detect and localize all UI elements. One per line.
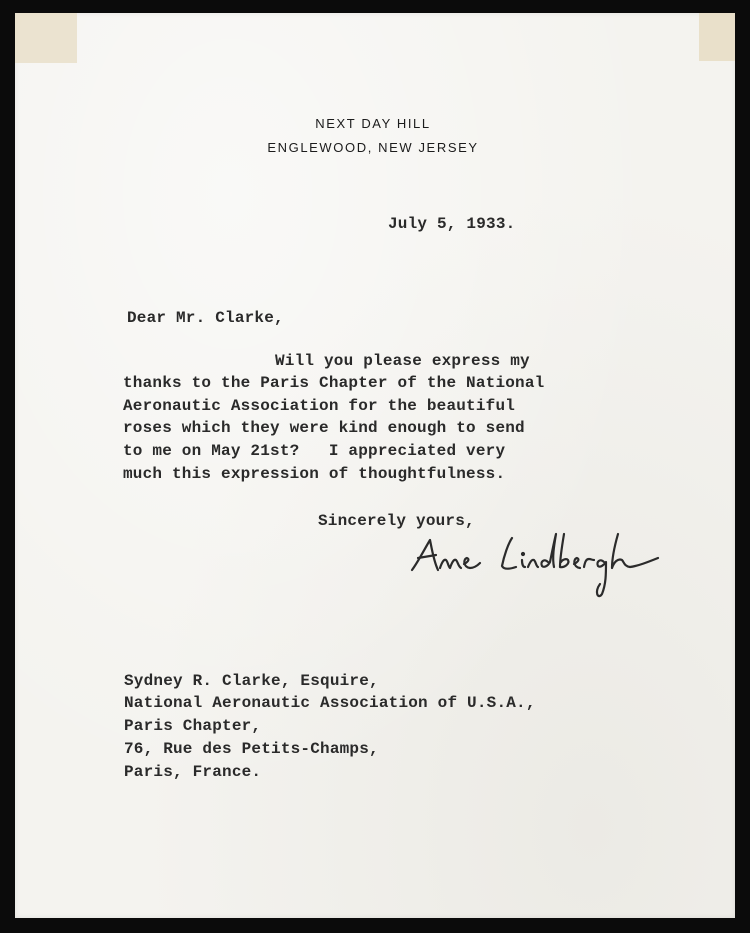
recipient-organization: National Aeronautic Association of U.S.A., <box>124 694 536 712</box>
body-line-6: much this expression of thoughtfulness. <box>123 465 506 483</box>
body-line-4: roses which they were kind enough to send <box>123 419 525 437</box>
body-line-1: Will you please express my <box>275 352 530 370</box>
tape-right <box>699 13 735 61</box>
signature-image <box>408 522 668 604</box>
letterhead-name: NEXT DAY HILL <box>315 116 431 131</box>
tape-left <box>15 13 77 63</box>
body-line-3: Aeronautic Association for the beautiful <box>123 397 516 415</box>
letter-date: July 5, 1933. <box>388 215 516 233</box>
recipient-chapter: Paris Chapter, <box>124 717 262 735</box>
body-line-5: to me on May 21st? I appreciated very <box>123 442 506 460</box>
recipient-city: Paris, France. <box>124 763 262 781</box>
recipient-street: 76, Rue des Petits-Champs, <box>124 740 379 758</box>
letterhead-address: ENGLEWOOD, NEW JERSEY <box>267 140 479 155</box>
closing: Sincerely yours, <box>318 512 475 530</box>
salutation: Dear Mr. Clarke, <box>127 309 284 327</box>
body-line-2: thanks to the Paris Chapter of the National <box>123 374 545 392</box>
recipient-name: Sydney R. Clarke, Esquire, <box>124 672 379 690</box>
